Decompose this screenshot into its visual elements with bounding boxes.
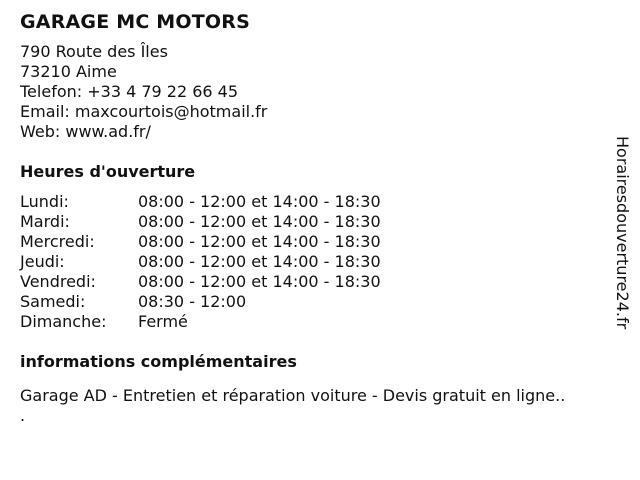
day-label: Lundi: bbox=[20, 192, 69, 211]
hours-table bbox=[20, 192, 600, 332]
site-credit-vertical: Horairesdouverture24.fr bbox=[613, 136, 632, 330]
day-label: Mercredi: bbox=[20, 232, 95, 251]
day-hours: 08:00 - 12:00 et 14:00 - 18:30 bbox=[138, 192, 381, 211]
phone-line: Telefon: +33 4 79 22 66 45 bbox=[20, 82, 239, 101]
day-hours: 08:00 - 12:00 et 14:00 - 18:30 bbox=[138, 272, 381, 291]
day-hours: 08:00 - 12:00 et 14:00 - 18:30 bbox=[138, 252, 381, 271]
address-block bbox=[20, 42, 600, 142]
hours-row-friday bbox=[20, 272, 600, 292]
street-address: 790 Route des Îles bbox=[20, 42, 168, 61]
web-line: Web: www.ad.fr/ bbox=[20, 122, 151, 141]
hours-row-tuesday bbox=[20, 212, 600, 232]
hours-row-wednesday bbox=[20, 232, 600, 252]
day-label: Mardi: bbox=[20, 212, 70, 231]
email-line: Email: maxcourtois@hotmail.fr bbox=[20, 102, 268, 121]
hours-row-saturday bbox=[20, 292, 600, 312]
info-description: Garage AD - Entretien et réparation voiture - Devis gratuit en ligne.. bbox=[20, 386, 566, 405]
hours-row-sunday bbox=[20, 312, 600, 332]
day-hours: 08:30 - 12:00 bbox=[138, 292, 247, 311]
day-hours: 08:00 - 12:00 et 14:00 - 18:30 bbox=[138, 212, 381, 231]
hours-heading: Heures d'ouverture bbox=[20, 162, 196, 181]
info-heading: informations complémentaires bbox=[20, 352, 297, 371]
day-label: Dimanche: bbox=[20, 312, 107, 331]
hours-row-thursday bbox=[20, 252, 600, 272]
day-hours: 08:00 - 12:00 et 14:00 - 18:30 bbox=[138, 232, 381, 251]
day-hours: Fermé bbox=[138, 312, 188, 331]
info-trailing-dot: . bbox=[20, 406, 26, 425]
hours-row-monday bbox=[20, 192, 600, 212]
postal-city: 73210 Aime bbox=[20, 62, 117, 81]
business-card bbox=[20, 10, 600, 426]
day-label: Samedi: bbox=[20, 292, 86, 311]
day-label: Vendredi: bbox=[20, 272, 96, 291]
business-name: GARAGE MC MOTORS bbox=[20, 11, 250, 33]
day-label: Jeudi: bbox=[20, 252, 65, 271]
